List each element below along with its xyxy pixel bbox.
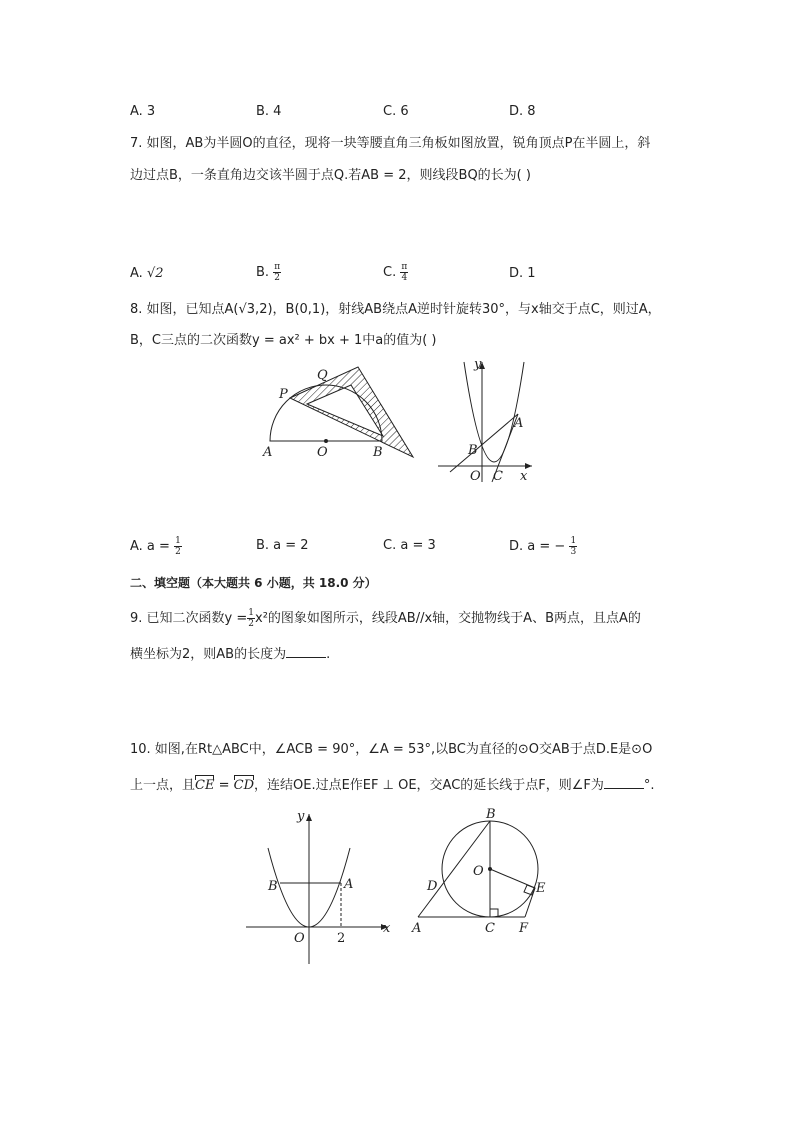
q10-text-line2 <box>130 776 655 796</box>
label-c: C <box>485 921 495 936</box>
label-a: A <box>514 416 524 431</box>
fraction-denominator: 2 <box>248 619 254 629</box>
q9-text-line1 <box>130 608 641 629</box>
q8-option-a-fraction <box>174 536 182 557</box>
label-d: D <box>427 879 438 894</box>
label-x: x <box>383 921 391 936</box>
q7-option-b-prefix: B. <box>256 265 270 280</box>
fraction-numerator: 1 <box>248 608 254 618</box>
degree-suffix: °. <box>643 778 655 793</box>
q9-text-line2: 横坐标为2，则AB的长度为 . <box>130 647 331 662</box>
q10-text-part-a: 上一点，且 <box>130 778 196 793</box>
fraction-numerator: π <box>274 262 281 272</box>
label-b: B <box>468 443 478 458</box>
q7-option-d: D. 1 <box>509 266 536 281</box>
arc-ce <box>195 778 214 793</box>
arc-ce-label: CE <box>195 778 215 793</box>
label-o: O <box>317 445 328 460</box>
figure-circle-q10 <box>405 806 555 941</box>
q7-option-c-prefix: C. <box>383 265 397 280</box>
label-b: B <box>373 445 383 460</box>
label-b: B <box>486 807 496 822</box>
figure-parabola-q8 <box>432 352 542 487</box>
fraction-numerator: 1 <box>570 536 577 546</box>
section-heading-fill-in: 二、填空题（本大题共 6 小题，共 18.0 分） <box>130 576 377 590</box>
q8-text-line1: 8. 如图，已知点A(√3,2)，B(0,1)，射线AB绕点A逆时针旋转30°，与x轴交于点C，则过A， <box>130 302 661 317</box>
q10-text-line1: 10. 如图,在Rt△ABC中，∠ACB = 90°，∠A = 53°,以BC为直径的⊙O交AB于点D.E是⊙O <box>130 742 653 757</box>
q8-option-a <box>130 536 182 557</box>
equals-sign: = <box>218 778 230 793</box>
q8-option-d <box>509 536 577 557</box>
label-y: y <box>474 357 482 372</box>
label-c: C <box>493 469 503 484</box>
q6-option-c: C. 6 <box>383 104 409 119</box>
q6-option-a: A. 3 <box>130 104 156 119</box>
q7-option-a <box>130 266 164 281</box>
q9-text-part-b: x²的图象如图所示，线段AB//x轴，交抛物线于A、B两点，且点A的 <box>255 611 641 626</box>
label-o: O <box>473 864 484 879</box>
q8-option-d-prefix: D. a = − <box>509 539 566 554</box>
q7-option-c <box>383 262 408 283</box>
q7-option-a-prefix: A. <box>130 266 143 281</box>
fraction-denominator: 4 <box>401 273 408 283</box>
label-p: P <box>279 387 288 402</box>
label-two: 2 <box>337 931 346 946</box>
q9-text-part-a: 9. 已知二次函数y = <box>130 611 248 626</box>
figure-parabola-q9 <box>240 806 400 966</box>
fraction-denominator: 2 <box>175 547 181 557</box>
label-a: A <box>344 877 354 892</box>
q10-text-part-b: ，连结OE.过点E作EF ⊥ OE，交AC的延长线于点F，则∠F为 <box>254 778 604 793</box>
label-y: y <box>297 809 305 824</box>
q8-option-d-fraction <box>569 536 577 557</box>
arc-cd <box>234 778 254 793</box>
q8-option-a-prefix: A. a = <box>130 539 170 554</box>
q7-option-b <box>256 262 281 283</box>
fraction-denominator: 3 <box>570 547 577 557</box>
label-e: E <box>536 881 546 896</box>
q7-text-line2: 边过点B，一条直角边交该半圆于点Q.若AB = 2，则线段BQ的长为( ) <box>130 168 531 183</box>
label-q: Q <box>317 368 328 383</box>
label-a: A <box>263 445 273 460</box>
q7-option-c-fraction <box>400 262 408 283</box>
fraction-denominator: 2 <box>274 273 281 283</box>
answer-blank[interactable] <box>286 645 326 658</box>
label-a: A <box>412 921 422 936</box>
q7-option-a-value: √2 <box>146 266 164 281</box>
arc-cd-label: CD <box>233 778 255 793</box>
fraction-numerator: 1 <box>175 536 181 546</box>
label-o: O <box>470 469 481 484</box>
q7-text-line1: 7. 如图，AB为半圆O的直径，现将一块等腰直角三角板如图放置，锐角顶点P在半圆上，斜 <box>130 136 651 151</box>
q6-option-d: D. 8 <box>509 104 536 119</box>
label-f: F <box>519 921 529 936</box>
q9-text-line2-text: 横坐标为2，则AB的长度为 <box>130 647 287 662</box>
label-o: O <box>294 931 305 946</box>
fraction-numerator: π <box>401 262 408 272</box>
q8-option-b: B. a = 2 <box>256 538 309 553</box>
q8-text-line2: B，C三点的二次函数y = ax² + bx + 1中a的值为( ) <box>130 333 437 348</box>
q6-option-b: B. 4 <box>256 104 282 119</box>
label-b: B <box>268 879 278 894</box>
q8-option-c: C. a = 3 <box>383 538 436 553</box>
figure-semicircle-triangle <box>255 360 425 465</box>
q9-fraction <box>247 608 255 629</box>
label-x: x <box>520 469 528 484</box>
q7-option-b-fraction <box>273 262 281 283</box>
answer-blank[interactable] <box>604 776 644 789</box>
